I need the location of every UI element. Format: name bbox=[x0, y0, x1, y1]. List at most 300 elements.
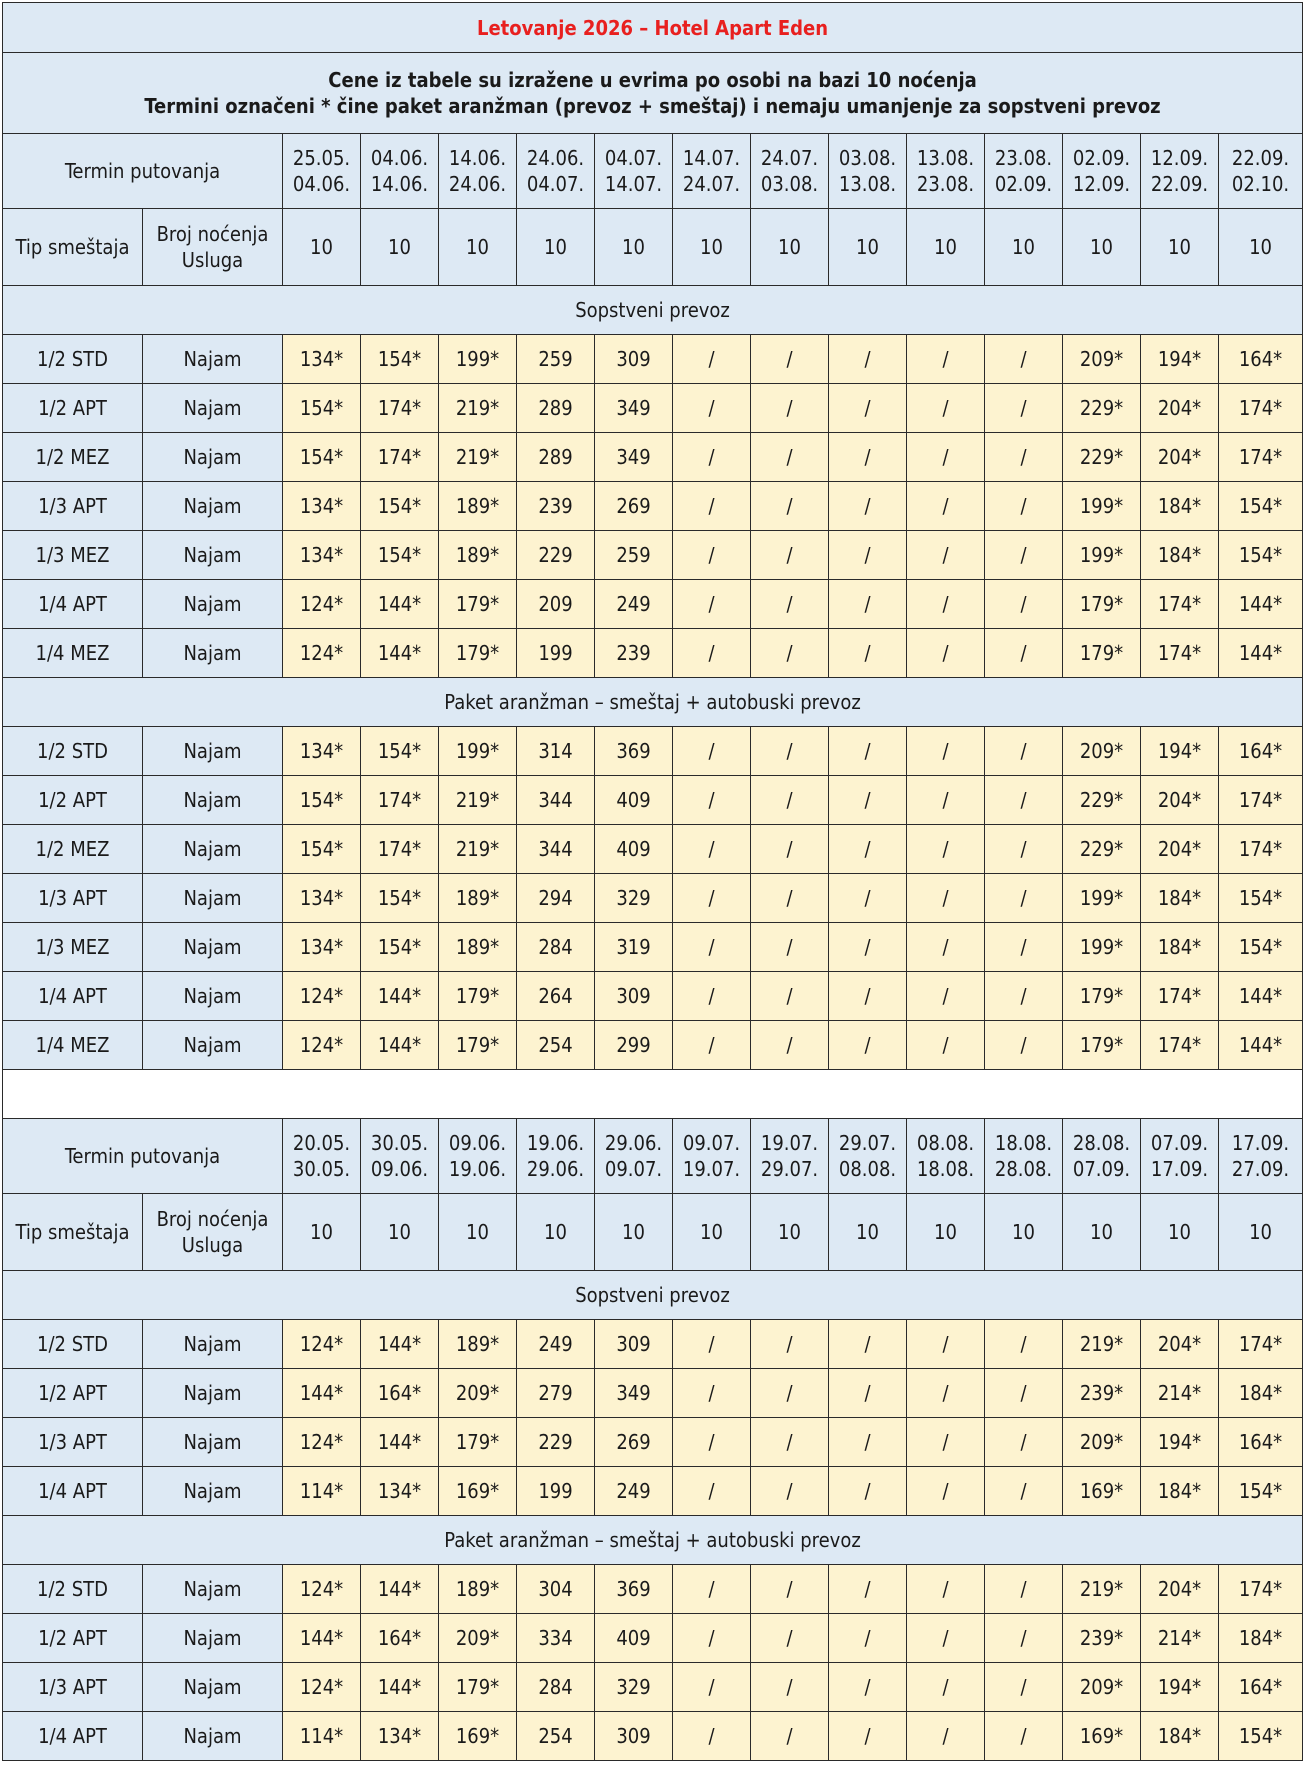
price-cell: 174* bbox=[361, 825, 439, 874]
price-cell: 209* bbox=[439, 1369, 517, 1418]
block-spacer bbox=[3, 1070, 1303, 1119]
table-row bbox=[3, 1369, 1303, 1418]
price-cell: 369 bbox=[595, 727, 673, 776]
price-cell: / bbox=[829, 1663, 907, 1712]
price-cell: / bbox=[751, 1614, 829, 1663]
price-cell: 174* bbox=[1219, 776, 1303, 825]
date-end: 09.06. bbox=[370, 1157, 429, 1181]
date-start: 19.06. bbox=[526, 1131, 585, 1155]
date-range-cell bbox=[439, 134, 517, 209]
section-title: Paket aranžman – smeštaj + autobuski prevoz bbox=[3, 1516, 1303, 1565]
price-cell: 184* bbox=[1141, 1712, 1219, 1761]
price-cell: 199* bbox=[439, 727, 517, 776]
price-cell: 184* bbox=[1141, 1467, 1219, 1516]
price-cell: / bbox=[985, 1467, 1063, 1516]
price-cell: / bbox=[985, 776, 1063, 825]
price-cell: 124* bbox=[283, 1565, 361, 1614]
date-start: 09.06. bbox=[448, 1131, 507, 1155]
price-cell: / bbox=[907, 1369, 985, 1418]
price-cell: 134* bbox=[361, 1467, 439, 1516]
nights-cell: 10 bbox=[751, 1194, 829, 1271]
nights-cell: 10 bbox=[1219, 209, 1303, 286]
price-cell: / bbox=[907, 1418, 985, 1467]
date-start: 17.09. bbox=[1231, 1131, 1290, 1155]
price-cell: 369 bbox=[595, 1565, 673, 1614]
date-range-cell bbox=[283, 1119, 361, 1194]
price-cell: 229* bbox=[1063, 776, 1141, 825]
price-cell: 164* bbox=[361, 1369, 439, 1418]
price-cell: / bbox=[985, 1565, 1063, 1614]
price-cell: 199* bbox=[1063, 531, 1141, 580]
price-cell: 179* bbox=[439, 580, 517, 629]
price-cell: 174* bbox=[1141, 972, 1219, 1021]
room-type-cell: 1/3 MEZ bbox=[3, 531, 143, 580]
price-cell: / bbox=[985, 629, 1063, 678]
price-cell: 174* bbox=[1141, 1021, 1219, 1070]
price-cell: / bbox=[907, 874, 985, 923]
price-cell: 329 bbox=[595, 1663, 673, 1712]
date-start: 04.07. bbox=[604, 146, 663, 170]
price-cell: / bbox=[673, 1418, 751, 1467]
price-cell: / bbox=[673, 972, 751, 1021]
service-cell: Najam bbox=[143, 1565, 283, 1614]
price-cell: / bbox=[907, 433, 985, 482]
room-type-cell: 1/3 APT bbox=[3, 874, 143, 923]
table-row bbox=[3, 1565, 1303, 1614]
price-cell: 279 bbox=[517, 1369, 595, 1418]
broj-nocenja-text: Broj noćenja bbox=[156, 1207, 269, 1231]
price-cell: / bbox=[829, 923, 907, 972]
price-cell: 199 bbox=[517, 1467, 595, 1516]
price-cell: 154* bbox=[361, 923, 439, 972]
price-cell: 189* bbox=[439, 482, 517, 531]
price-cell: / bbox=[907, 825, 985, 874]
price-cell: 349 bbox=[595, 384, 673, 433]
price-cell: / bbox=[673, 874, 751, 923]
price-cell: 199* bbox=[1063, 923, 1141, 972]
price-cell: / bbox=[829, 580, 907, 629]
table-row bbox=[3, 1021, 1303, 1070]
service-cell: Najam bbox=[143, 874, 283, 923]
date-start: 29.07. bbox=[838, 1131, 897, 1155]
price-cell: / bbox=[985, 1614, 1063, 1663]
date-range-cell bbox=[595, 134, 673, 209]
date-range-cell bbox=[907, 1119, 985, 1194]
service-cell: Najam bbox=[143, 1663, 283, 1712]
price-cell: 154* bbox=[1219, 923, 1303, 972]
tip-smestaja-label: Tip smeštaja bbox=[3, 209, 143, 286]
price-cell: 239* bbox=[1063, 1369, 1141, 1418]
price-cell: 319 bbox=[595, 923, 673, 972]
price-cell: 209* bbox=[1063, 1663, 1141, 1712]
date-end: 17.09. bbox=[1150, 1157, 1209, 1181]
price-cell: 144* bbox=[1219, 972, 1303, 1021]
price-cell: 344 bbox=[517, 776, 595, 825]
price-cell: / bbox=[907, 1712, 985, 1761]
price-cell: 349 bbox=[595, 433, 673, 482]
date-start: 19.07. bbox=[760, 1131, 819, 1155]
date-start: 28.08. bbox=[1072, 1131, 1131, 1155]
service-cell: Najam bbox=[143, 580, 283, 629]
room-type-cell: 1/2 STD bbox=[3, 727, 143, 776]
service-cell: Najam bbox=[143, 482, 283, 531]
date-start: 20.05. bbox=[292, 1131, 351, 1155]
table-row bbox=[3, 1712, 1303, 1761]
table-row bbox=[3, 923, 1303, 972]
price-cell: 174* bbox=[361, 776, 439, 825]
price-cell: / bbox=[673, 1565, 751, 1614]
price-cell: 154* bbox=[361, 531, 439, 580]
price-cell: / bbox=[829, 1021, 907, 1070]
price-cell: / bbox=[829, 384, 907, 433]
price-cell: 194* bbox=[1141, 727, 1219, 776]
price-cell: / bbox=[985, 1418, 1063, 1467]
date-end: 28.08. bbox=[994, 1157, 1053, 1181]
date-range-cell bbox=[361, 1119, 439, 1194]
date-start: 23.08. bbox=[994, 146, 1053, 170]
price-cell: 124* bbox=[283, 580, 361, 629]
date-range-cell bbox=[1063, 1119, 1141, 1194]
price-cell: 289 bbox=[517, 384, 595, 433]
price-cell: 144* bbox=[361, 1663, 439, 1712]
date-start: 25.05. bbox=[292, 146, 351, 170]
room-type-cell: 1/2 STD bbox=[3, 335, 143, 384]
price-cell: / bbox=[673, 629, 751, 678]
termin-label: Termin putovanja bbox=[3, 134, 283, 209]
price-cell: 189* bbox=[439, 874, 517, 923]
price-cell: 294 bbox=[517, 874, 595, 923]
price-cell: 164* bbox=[1219, 727, 1303, 776]
price-cell: / bbox=[751, 384, 829, 433]
date-start: 13.08. bbox=[916, 146, 975, 170]
nights-cell: 10 bbox=[517, 209, 595, 286]
price-cell: / bbox=[751, 1021, 829, 1070]
price-cell: / bbox=[985, 531, 1063, 580]
price-cell: 154* bbox=[361, 482, 439, 531]
date-end: 14.06. bbox=[370, 172, 429, 196]
price-cell: / bbox=[751, 1467, 829, 1516]
date-range-cell bbox=[1219, 1119, 1303, 1194]
price-cell: 219* bbox=[439, 776, 517, 825]
date-end: 12.09. bbox=[1072, 172, 1131, 196]
date-range-cell bbox=[907, 134, 985, 209]
nights-cell: 10 bbox=[283, 1194, 361, 1271]
date-end: 18.08. bbox=[916, 1157, 975, 1181]
price-cell: 124* bbox=[283, 629, 361, 678]
price-cell: 179* bbox=[439, 629, 517, 678]
date-range-cell bbox=[985, 1119, 1063, 1194]
section-title: Paket aranžman – smeštaj + autobuski prevoz bbox=[3, 678, 1303, 727]
termin-label: Termin putovanja bbox=[3, 1119, 283, 1194]
price-cell: / bbox=[673, 1614, 751, 1663]
date-end: 24.07. bbox=[682, 172, 741, 196]
usluga-text: Usluga bbox=[181, 248, 244, 272]
price-cell: 334 bbox=[517, 1614, 595, 1663]
date-start: 14.07. bbox=[682, 146, 741, 170]
price-cell: 309 bbox=[595, 1712, 673, 1761]
price-cell: / bbox=[907, 1565, 985, 1614]
price-cell: 204* bbox=[1141, 776, 1219, 825]
room-type-cell: 1/4 APT bbox=[3, 972, 143, 1021]
price-cell: 184* bbox=[1219, 1614, 1303, 1663]
price-cell: 164* bbox=[1219, 1663, 1303, 1712]
date-range-cell bbox=[1141, 1119, 1219, 1194]
date-end: 02.10. bbox=[1231, 172, 1290, 196]
price-cell: 144* bbox=[361, 1418, 439, 1467]
price-cell: / bbox=[985, 1369, 1063, 1418]
price-cell: / bbox=[673, 384, 751, 433]
date-range-cell bbox=[1219, 134, 1303, 209]
price-cell: 124* bbox=[283, 1021, 361, 1070]
date-range-cell bbox=[439, 1119, 517, 1194]
table-row bbox=[3, 1663, 1303, 1712]
price-cell: 134* bbox=[283, 874, 361, 923]
table-row bbox=[3, 482, 1303, 531]
price-cell: 154* bbox=[1219, 874, 1303, 923]
price-cell: / bbox=[985, 433, 1063, 482]
date-start: 08.08. bbox=[916, 1131, 975, 1155]
price-cell: / bbox=[907, 629, 985, 678]
table-row bbox=[3, 1614, 1303, 1663]
date-end: 03.08. bbox=[760, 172, 819, 196]
price-cell: / bbox=[751, 1320, 829, 1369]
service-cell: Najam bbox=[143, 384, 283, 433]
price-cell: 184* bbox=[1141, 923, 1219, 972]
price-note bbox=[3, 53, 1303, 134]
price-cell: 194* bbox=[1141, 1418, 1219, 1467]
price-cell: 174* bbox=[1219, 1320, 1303, 1369]
price-cell: 154* bbox=[1219, 1467, 1303, 1516]
date-start: 22.09. bbox=[1231, 146, 1290, 170]
price-cell: / bbox=[829, 1369, 907, 1418]
price-cell: 124* bbox=[283, 972, 361, 1021]
price-cell: / bbox=[673, 1021, 751, 1070]
price-cell: 309 bbox=[595, 972, 673, 1021]
table-row bbox=[3, 1320, 1303, 1369]
nights-cell: 10 bbox=[907, 1194, 985, 1271]
price-cell: / bbox=[907, 1320, 985, 1369]
price-cell: 219* bbox=[439, 825, 517, 874]
service-cell: Najam bbox=[143, 1369, 283, 1418]
price-cell: 229* bbox=[1063, 825, 1141, 874]
price-cell: 154* bbox=[361, 335, 439, 384]
price-cell: 189* bbox=[439, 1320, 517, 1369]
broj-nocenja-label bbox=[143, 209, 283, 286]
price-cell: 144* bbox=[1219, 1021, 1303, 1070]
nights-cell: 10 bbox=[283, 209, 361, 286]
service-cell: Najam bbox=[143, 825, 283, 874]
price-cell: 174* bbox=[1219, 384, 1303, 433]
price-cell: / bbox=[673, 580, 751, 629]
price-cell: 194* bbox=[1141, 335, 1219, 384]
price-cell: 214* bbox=[1141, 1614, 1219, 1663]
nights-cell: 10 bbox=[829, 209, 907, 286]
price-cell: 114* bbox=[283, 1467, 361, 1516]
price-cell: 164* bbox=[1219, 335, 1303, 384]
price-cell: 124* bbox=[283, 1418, 361, 1467]
date-start: 02.09. bbox=[1072, 146, 1131, 170]
price-cell: 144* bbox=[283, 1369, 361, 1418]
service-cell: Najam bbox=[143, 972, 283, 1021]
price-cell: 209* bbox=[1063, 1418, 1141, 1467]
date-start: 18.08. bbox=[994, 1131, 1053, 1155]
nights-cell: 10 bbox=[673, 1194, 751, 1271]
table-row bbox=[3, 874, 1303, 923]
price-cell: / bbox=[673, 335, 751, 384]
nights-cell: 10 bbox=[1141, 1194, 1219, 1271]
price-cell: 259 bbox=[517, 335, 595, 384]
date-end: 07.09. bbox=[1072, 1157, 1131, 1181]
room-type-cell: 1/2 MEZ bbox=[3, 433, 143, 482]
room-type-cell: 1/2 STD bbox=[3, 1565, 143, 1614]
price-cell: 254 bbox=[517, 1021, 595, 1070]
price-cell: 144* bbox=[361, 1021, 439, 1070]
price-cell: / bbox=[985, 825, 1063, 874]
date-range-cell bbox=[595, 1119, 673, 1194]
price-cell: 409 bbox=[595, 825, 673, 874]
price-cell: / bbox=[829, 531, 907, 580]
broj-nocenja-text: Broj noćenja bbox=[156, 222, 269, 246]
price-cell: / bbox=[751, 1663, 829, 1712]
price-cell: 134* bbox=[283, 531, 361, 580]
price-cell: 249 bbox=[595, 1467, 673, 1516]
price-cell: 124* bbox=[283, 1320, 361, 1369]
nights-cell: 10 bbox=[751, 209, 829, 286]
date-end: 27.09. bbox=[1231, 1157, 1290, 1181]
price-cell: 239 bbox=[595, 629, 673, 678]
nights-cell: 10 bbox=[829, 1194, 907, 1271]
date-start: 07.09. bbox=[1150, 1131, 1209, 1155]
price-cell: 144* bbox=[361, 972, 439, 1021]
price-cell: 169* bbox=[1063, 1467, 1141, 1516]
service-cell: Najam bbox=[143, 923, 283, 972]
price-cell: 144* bbox=[361, 1565, 439, 1614]
nights-cell: 10 bbox=[595, 209, 673, 286]
date-end: 19.06. bbox=[448, 1157, 507, 1181]
price-cell: 239 bbox=[517, 482, 595, 531]
price-cell: 269 bbox=[595, 482, 673, 531]
price-cell: / bbox=[829, 972, 907, 1021]
price-cell: / bbox=[985, 335, 1063, 384]
nights-cell: 10 bbox=[985, 209, 1063, 286]
room-type-cell: 1/2 APT bbox=[3, 384, 143, 433]
price-cell: / bbox=[985, 972, 1063, 1021]
price-cell: / bbox=[829, 335, 907, 384]
price-cell: 174* bbox=[1141, 580, 1219, 629]
date-range-cell bbox=[1141, 134, 1219, 209]
price-cell: / bbox=[829, 825, 907, 874]
price-cell: 209* bbox=[439, 1614, 517, 1663]
service-cell: Najam bbox=[143, 1712, 283, 1761]
price-cell: 154* bbox=[283, 776, 361, 825]
price-cell: / bbox=[673, 727, 751, 776]
date-end: 14.07. bbox=[604, 172, 663, 196]
date-start: 04.06. bbox=[370, 146, 429, 170]
nights-cell: 10 bbox=[595, 1194, 673, 1271]
price-cell: 134* bbox=[283, 923, 361, 972]
price-cell: 344 bbox=[517, 825, 595, 874]
price-cell: 179* bbox=[439, 1418, 517, 1467]
price-cell: / bbox=[673, 433, 751, 482]
price-cell: / bbox=[673, 1320, 751, 1369]
price-cell: 174* bbox=[361, 433, 439, 482]
price-cell: 184* bbox=[1141, 531, 1219, 580]
price-cell: 154* bbox=[361, 874, 439, 923]
price-cell: 199* bbox=[1063, 482, 1141, 531]
table-row bbox=[3, 580, 1303, 629]
price-cell: 199* bbox=[439, 335, 517, 384]
nights-cell: 10 bbox=[1063, 1194, 1141, 1271]
price-cell: 309 bbox=[595, 335, 673, 384]
room-type-cell: 1/2 APT bbox=[3, 776, 143, 825]
price-cell: / bbox=[985, 482, 1063, 531]
price-cell: 134* bbox=[283, 482, 361, 531]
price-cell: / bbox=[907, 531, 985, 580]
date-range-cell bbox=[985, 134, 1063, 209]
price-cell: / bbox=[829, 1467, 907, 1516]
price-cell: / bbox=[907, 972, 985, 1021]
price-cell: / bbox=[751, 727, 829, 776]
date-end: 29.07. bbox=[760, 1157, 819, 1181]
price-cell: 314 bbox=[517, 727, 595, 776]
price-cell: 259 bbox=[595, 531, 673, 580]
price-cell: 184* bbox=[1141, 874, 1219, 923]
date-range-cell bbox=[751, 1119, 829, 1194]
price-cell: 144* bbox=[361, 580, 439, 629]
nights-cell: 10 bbox=[907, 209, 985, 286]
price-cell: / bbox=[985, 1663, 1063, 1712]
price-cell: / bbox=[751, 1418, 829, 1467]
price-cell: 229* bbox=[1063, 384, 1141, 433]
price-cell: / bbox=[751, 776, 829, 825]
price-cell: / bbox=[907, 1021, 985, 1070]
price-cell: 154* bbox=[283, 825, 361, 874]
price-cell: 204* bbox=[1141, 384, 1219, 433]
price-cell: 184* bbox=[1141, 482, 1219, 531]
price-cell: 189* bbox=[439, 923, 517, 972]
service-cell: Najam bbox=[143, 1614, 283, 1663]
room-type-cell: 1/2 MEZ bbox=[3, 825, 143, 874]
price-cell: 114* bbox=[283, 1712, 361, 1761]
nights-cell: 10 bbox=[1219, 1194, 1303, 1271]
price-cell: / bbox=[751, 531, 829, 580]
price-cell: / bbox=[907, 335, 985, 384]
price-cell: 219* bbox=[439, 384, 517, 433]
date-range-cell bbox=[829, 134, 907, 209]
table-row bbox=[3, 335, 1303, 384]
date-start: 24.07. bbox=[760, 146, 819, 170]
price-cell: / bbox=[985, 727, 1063, 776]
date-end: 24.06. bbox=[448, 172, 507, 196]
price-cell: / bbox=[751, 1565, 829, 1614]
date-end: 29.06. bbox=[526, 1157, 585, 1181]
price-cell: / bbox=[985, 923, 1063, 972]
price-cell: 174* bbox=[361, 384, 439, 433]
price-cell: 189* bbox=[439, 531, 517, 580]
price-cell: 199* bbox=[1063, 874, 1141, 923]
price-cell: / bbox=[829, 433, 907, 482]
date-range-cell bbox=[673, 1119, 751, 1194]
price-cell: / bbox=[829, 776, 907, 825]
date-start: 30.05. bbox=[370, 1131, 429, 1155]
price-table bbox=[2, 2, 1303, 1761]
section-title: Sopstveni prevoz bbox=[3, 286, 1303, 335]
price-cell: 304 bbox=[517, 1565, 595, 1614]
price-cell: 164* bbox=[1219, 1418, 1303, 1467]
price-cell: 229 bbox=[517, 1418, 595, 1467]
price-cell: 214* bbox=[1141, 1369, 1219, 1418]
price-cell: 204* bbox=[1141, 1320, 1219, 1369]
